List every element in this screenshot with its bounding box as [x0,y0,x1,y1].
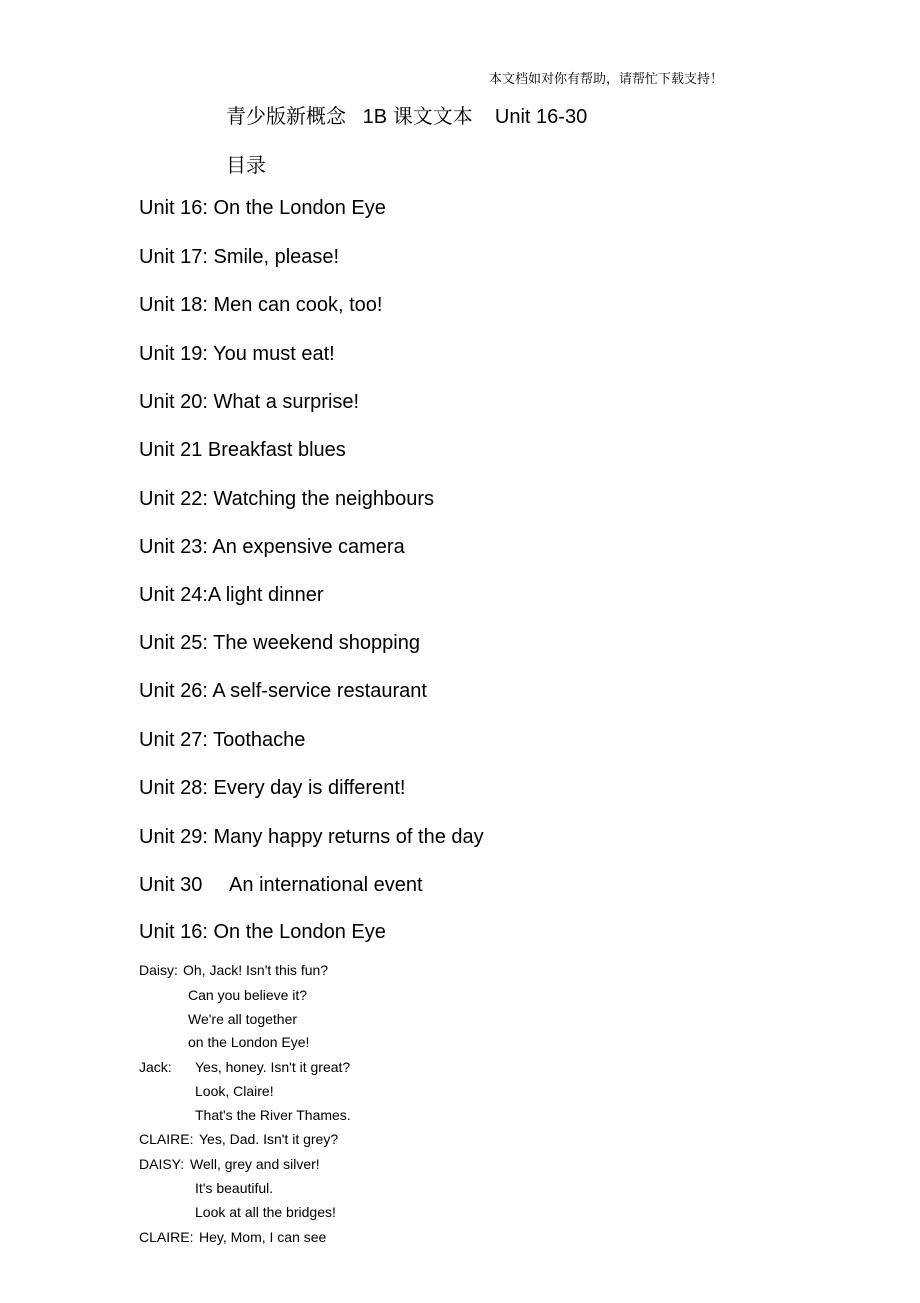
toc-item: Unit 28: Every day is different! [139,777,406,799]
dialogue-line: That's the River Thames. [195,1107,351,1123]
dialogue-line: Can you believe it? [188,987,308,1003]
toc-item: Unit 18: Men can cook, too! [139,294,383,316]
dialogue-line: Hey, Mom, I can see [199,1229,327,1245]
dialogue-line: We're all together [188,1011,298,1027]
dialogue-line: on the London Eye! [188,1034,310,1050]
toc-item: Unit 30 An international event [139,874,423,896]
toc-heading: 目录 [226,155,266,177]
toc-item: Unit 29: Many happy returns of the day [139,826,484,848]
toc-item: Unit 17: Smile, please! [139,246,340,268]
dialogue-line: Well, grey and silver! [190,1156,320,1172]
dialogue-speaker: CLAIRE: [139,1131,194,1147]
dialogue-speaker: DAISY: [139,1156,185,1172]
dialogue-speaker: Jack: [139,1059,172,1075]
download-notice: 本文档如对你有帮助，请帮忙下载支持！ [489,72,724,87]
toc-item: Unit 22: Watching the neighbours [139,488,434,510]
toc-item: Unit 16: On the London Eye [139,197,386,219]
toc-item: Unit 26: A self-service restaurant [139,680,427,702]
dialogue-line: It's beautiful. [195,1180,274,1196]
dialogue-speaker: CLAIRE: [139,1229,194,1245]
dialogue-line: Oh, Jack! Isn't this fun? [183,962,329,978]
toc-item: Unit 27: Toothache [139,729,306,751]
dialogue-speaker: Daisy: [139,962,178,978]
toc-item: Unit 20: What a surprise! [139,391,360,413]
section-heading: Unit 16: On the London Eye [139,921,386,943]
dialogue-line: Look, Claire! [195,1083,274,1099]
toc-item: Unit 23: An expensive camera [139,536,405,558]
toc-item: Unit 19: You must eat! [139,343,335,365]
dialogue-line: Look at all the bridges! [195,1204,336,1220]
toc-item: Unit 24:A light dinner [139,584,324,606]
dialogue-line: Yes, Dad. Isn't it grey? [199,1131,339,1147]
toc-item: Unit 25: The weekend shopping [139,632,420,654]
document-title: 青少版新概念 1B 课文文本 Unit 16-30 [226,106,588,128]
toc-item: Unit 21 Breakfast blues [139,439,346,461]
dialogue-line: Yes, honey. Isn't it great? [195,1059,351,1075]
